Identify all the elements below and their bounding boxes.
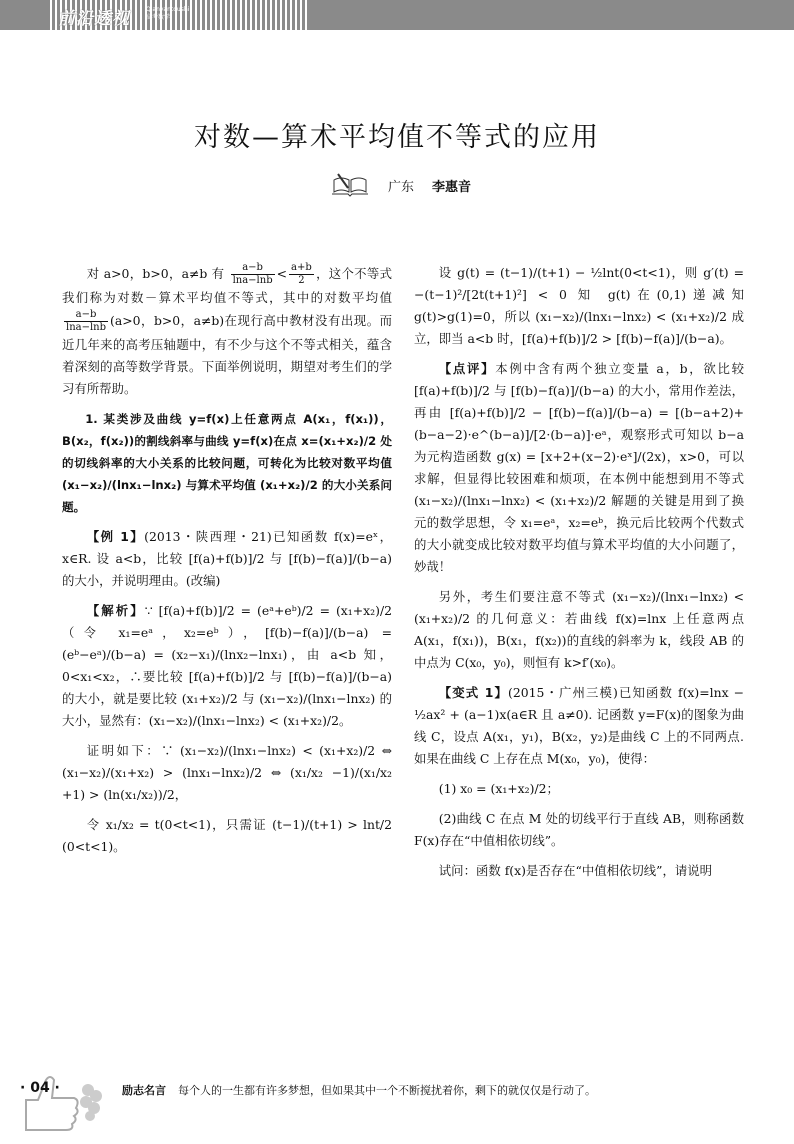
geometric-meaning: 另外，考生们要注意不等式 (x₁−x₂)/(lnx₁−lnx₂) < (x₁+x₂)/2 的几何意义：若曲线 f(x)=lnx 上任意两点 A(x₁，f(x₁))，B(x₁，f(x₂))的直线的斜率为 k，线段 AB 的中点为 C(x₀，y₀)，则恒有 k>f′(x₀)。 [414,589,744,670]
solution-text: ∵ [f(a)+f(b)]/2 = (eᵃ+eᵇ)/2 = (x₁+x₂)/2（令 x₁=eᵃ，x₂=eᵇ），[f(b)−f(a)]/(b−a) = (eᵇ−eᵃ)/(b−a) = (x₂−x₁)/(lnx₂−lnx₁)，由 a<b 知，0<x₁<x₂，∴要比较 [f(a)+f(b)]/2 与 [f(b)−f(a)]/(b−a) 的大小，就是要比较 (x₁+x₂)/2 与 (x₁−x₂)/(lnx₁−lnx₂) 的大小，显然有：(x₁−x₂)/(lnx₁−lnx₂) < (x₁+x₂)/2。 [62,603,392,728]
variant-1 [414,682,744,770]
byline-author: 李惠音 [432,179,472,195]
intro-text-a: 对 a>0，b>0，a≠b 有 [86,266,225,281]
intro-text-b: ，这个不等式我们称为对数－算术平均值不等式，其中的对数平均值 [62,266,392,305]
variant-text: (2015・广州三模)已知函数 f(x)=lnx − ½ax² + (a−1)x(a∈R 且 a≠0). 记函数 y=F(x)的图象为曲线 C，设点 A(x₁，y₁)，B(x₂，y₂)是曲线 C 上的不同两点. 如果在曲线 C 上存在点 M(x₀，y₀)，使得： [414,685,745,766]
frac-den: 2 [298,275,305,286]
motto-label: 励志名言 [122,1084,166,1097]
header-logo: 前沿透视 [58,9,130,29]
proof: 证明如下：∵ (x₁−x₂)/(lnx₁−lnx₂) < (x₁+x₂)/2 ⇔ (x₁−x₂)/(x₁+x₂) > (lnx₁−lnx₂)/2 ⇔ (x₁/x₂ −1)/(x₁/x₂ +1) > (ln(x₁/x₂))/2， [62,743,392,802]
question: 试问：函数 f(x)是否存在“中值相依切线”，请说明 [438,863,713,878]
frac-den: lna−lnb [232,275,273,286]
solution [62,600,392,732]
frac-num: a−b [64,309,108,322]
proof-continued: 设 g(t) = (t−1)/(t+1) − ½lnt(0<t<1)，则 g′(t) = −(t−1)²/[2t(t+1)²] < 0 知 g(t)在(0,1)递减知 g(t)>g(1)=0，所以 (x₁−x₂)/(lnx₁−lnx₂) < (x₁+x₂)/2 成立，即当 a<b 时，[f(a)+f(b)]/2 > [f(b)−f(a)]/(b−a)。 [414,265,744,346]
thumbs-up-icon [16,1060,108,1140]
condition-2: (2)曲线 C 在点 M 处的切线平行于直线 AB，则称函数 F(x)存在“中值相依切线”。 [414,811,744,848]
frac-num: a−b [231,262,275,275]
frac-den: lna−lnb [66,322,107,333]
frac-num: a+b [291,262,312,273]
header-subtitle [146,6,189,22]
comment-label: 【点评】 [438,361,496,376]
example-label: 【例 1】 [86,529,145,544]
intro-paragraph: 对 a>0，b>0，a≠b 有 $\frac{a-b}{\ln a-\ln b}$ < $\frac{a+b}{2}$ ，这个不等式我们称为对数－算术平均值不等式，其中的对数平均值 $\frac{a-b}{\ln a-\ln b}$ (a>0，b>0，a≠b)在现行高中教材没有出现。而近几年来的高考压轴题中，有不少与这个不等式相关，蕴含着深刻的高等数学背景。下面举例说明，期望对考生们的学习有所帮助。 [62,262,392,396]
comment-text: 本例中含有两个独立变量 a，b，欲比较 [f(a)+f(b)]/2 与 [f(b)−f(a)]/(b−a) 的大小，常用作差法，再由 [f(a)+f(b)]/2 − [f(b)−f(a)]/(b−a) = [(b−a+2)+(b−a−2)·e^(b−a)]/[2·(b−a)]·eᵃ，观察形式可知以 b−a 为元构造函数 g(x) = [x+2+(x−2)·eˣ]/(2x)，x>0，可以求解，但显得比较困难和烦项，在本例中能想到用不等式 (x₁−x₂)/(lnx₁−lnx₂) < (x₁+x₂)/2 解题的关键是用到了换元的数学思想，令 x₁=eᵃ，x₂=eᵇ，换元后比较两个代数式的大小就变成比较对数平均值与算术平均值的大小问题了，妙哉！ [414,361,744,574]
header-sub-line1: Qianyantoushi [146,6,190,13]
left-column [62,262,392,866]
page-number-value: 04 [30,1080,50,1096]
article-title: 对数—算术平均值不等式的应用 [194,122,600,153]
header-sub-line2: 高考数学 [146,14,171,21]
intro-text-c: (a>0，b>0，a≠b)在现行高中教材没有出现。而近几年来的高考压轴题中，有不少与这个不等式相关，蕴含着深刻的高等数学背景。下面举例说明，期望对考生们的学习有所帮助。 [62,313,392,396]
arith-mean-fraction [289,262,314,287]
comment [414,358,744,578]
example-1 [62,526,392,592]
solution-label: 【解析】 [86,603,145,618]
log-mean-fraction-2 [64,309,108,334]
example-text: (2013・陕西理・21)已知函数 f(x)=eˣ，x∈R. 设 a<b，比较 [f(a)+f(b)]/2 与 [f(b)−f(a)]/(b−a) 的大小，并说明理由。(改编) [62,529,393,588]
byline-region: 广东 [388,179,415,195]
byline [330,172,471,198]
right-column [414,262,744,890]
page-number: · 04 · [20,1080,60,1096]
page-footer [0,1060,794,1144]
page-header [0,0,794,34]
section-1-heading: 1. 某类涉及曲线 y=f(x)上任意两点 A(x₁，f(x₁))，B(x₂，f(x₂))的割线斜率与曲线 y=f(x)在点 x=(x₁+x₂)/2 处的切线斜率的大小关系的比较问题，可转化为比较对数平均值 (x₁−x₂)/(lnx₁−lnx₂) 与算术平均值 (x₁+x₂)/2 的大小关系问题。 [62,412,392,514]
book-pen-icon [330,172,370,198]
log-mean-fraction [231,262,275,287]
variant-label: 【变式 1】 [438,685,508,700]
motto-text: 每个人的一生都有许多梦想，但如果其中一个不断搅扰着你，剩下的就仅仅是行动了。 [178,1084,596,1097]
condition-1: (1) x₀ = (x₁+x₂)/2； [438,781,559,796]
substitution: 令 x₁/x₂ = t(0<t<1)，只需证 (t−1)/(t+1) > lnt/2 (0<t<1)。 [62,817,392,854]
